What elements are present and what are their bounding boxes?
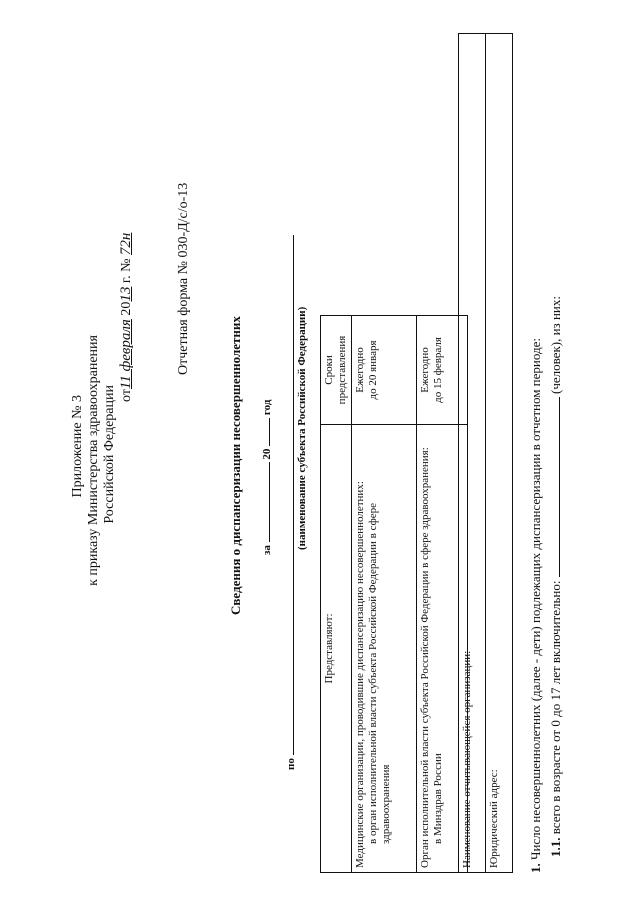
table-header-row <box>321 316 352 873</box>
section-1-1-line <box>548 296 564 857</box>
date-year-prefix: 20 <box>119 301 134 316</box>
table-row <box>352 316 417 873</box>
deadline-frequency: Ежегодно <box>354 347 366 393</box>
period-blank <box>258 462 270 542</box>
who-cell <box>352 424 417 872</box>
za-label: за <box>261 545 273 555</box>
period-line <box>258 400 274 555</box>
section-1-heading <box>528 338 544 873</box>
who-text: Медицинские организации, проводившие диспансеризацию несовершеннолетних: <box>354 481 366 868</box>
subject-caption: (наименование субъекта Российской Федерации) <box>296 306 308 550</box>
year-blank <box>258 418 270 446</box>
org-address-cell: Юридический адрес: <box>486 34 513 873</box>
po-label: по <box>285 758 297 770</box>
who-text: Орган исполнительной власти субъекта Российской Федерации в сфере здравоохранения: <box>419 447 431 868</box>
organization-table <box>458 33 513 873</box>
to-text: в Минздрав России <box>432 753 444 844</box>
god-label: год <box>261 399 273 416</box>
form-name: Отчетная форма № 030-Д/с/о-13 <box>176 182 191 375</box>
deadline-date: до 20 января <box>367 340 379 400</box>
subsection-number: 1.1. <box>548 837 563 857</box>
count-blank <box>548 397 560 577</box>
deadline-cell <box>352 316 417 425</box>
order-reference: к приказу Министерства здравоохранения <box>86 335 101 586</box>
to-text: в орган исполнительной власти субъекта Российской Федерации в сфере здравоохранения <box>367 503 392 844</box>
table-row <box>459 34 486 873</box>
table-row <box>486 34 513 873</box>
deadline-frequency: Ежегодно <box>419 347 431 393</box>
header-who: Представляют: <box>321 424 352 872</box>
subsection-text: всего в возрасте от 0 до 17 лет включительно: <box>548 580 563 835</box>
order-date-line <box>118 233 135 402</box>
date-suffix: г. № <box>119 258 134 284</box>
unit-text: (человек), из них: <box>548 296 563 394</box>
appendix-label: Приложение № 3 <box>70 395 85 498</box>
header-deadline: Сроки представления <box>321 316 352 425</box>
org-name-cell: Наименование отчитывающейся организации: <box>459 34 486 873</box>
date-year: 13 <box>118 286 134 302</box>
order-number: 72н <box>118 232 134 256</box>
year-prefix: 20 <box>261 448 273 460</box>
deadline-date: до 15 февраля <box>432 337 444 403</box>
federation-label: Российской Федерации <box>102 385 117 524</box>
date-prefix: от <box>119 389 134 402</box>
section-number: 1. <box>528 863 543 873</box>
date-day-month: 11 февраля <box>118 319 134 390</box>
document-title: Сведения о диспансеризации несовершеннолетних <box>228 316 243 615</box>
subject-blank <box>282 235 294 755</box>
section-text: Число несовершеннолетних (далее - дети) подлежащих диспансеризации в отчетном периоде: <box>528 338 543 860</box>
submission-table <box>320 315 468 873</box>
